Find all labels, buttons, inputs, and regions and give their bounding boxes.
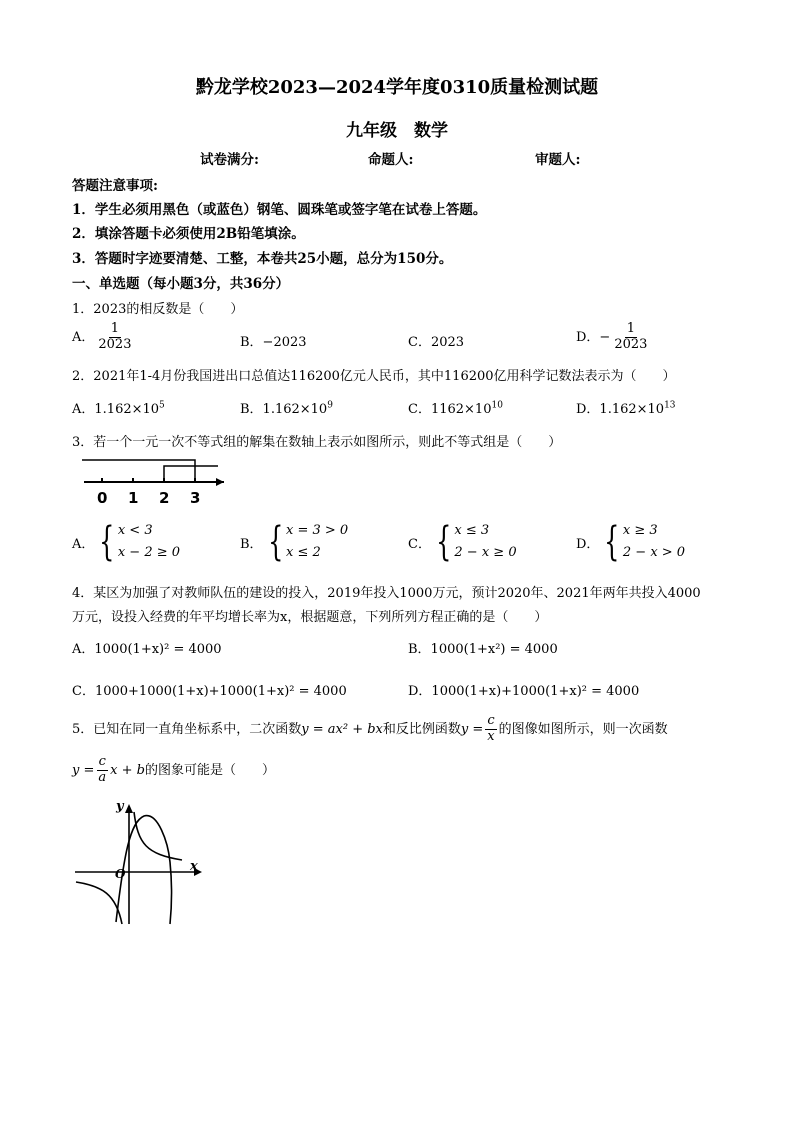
denominator: 2023 [98,336,132,352]
fraction [612,322,649,353]
formula: y = [460,721,484,737]
solution-bracket-left [102,460,195,482]
inequality-system [576,520,685,564]
hyperbola-branch-first-quadrant [134,812,182,860]
exponent: 5 [159,400,165,411]
numerator: c [487,713,495,728]
inequality: x ≤ 3 [454,523,490,538]
hyperbola-branch-third-quadrant [76,882,122,924]
question-4-stem-line-2: 万元，设投入经费的年平均增长率为x，根据题意，下列所列方程正确的是（ ） [72,610,548,625]
exam-subtitle: 九年级 数学 [346,121,448,141]
question-3-option-c [408,520,517,564]
option-text: B．1.162×10 [240,402,328,417]
author-label: 命题人: [368,152,414,168]
question-3-option-a [72,520,180,564]
question-2-option-c [408,398,503,417]
denominator: 2023 [614,336,648,352]
number-line-figure [78,456,228,508]
y-axis-label: y [116,799,124,814]
option-label: D． [576,536,600,552]
question-1-option-d [576,322,651,353]
formula: y = [72,762,95,778]
question-5-stem-line-1 [72,714,668,745]
y-axis-arrow [125,804,133,813]
question-1-option-b: B．−2023 [240,335,307,350]
tick-label-1: 1 [128,489,139,507]
brace: { [267,519,283,565]
system-lines [286,520,348,564]
question-1-option-c: C．2023 [408,335,465,350]
fraction [96,322,133,353]
inequality-system [240,520,348,564]
numerator: 1 [110,321,120,336]
option-text: C．1162×10 [408,402,492,417]
fraction [96,755,108,786]
question-4-stem-line-1: 4．某区为加强了对教师队伍的建设的投入，2019年投入1000万元，预计2020年、2021年两年共投入4000 [72,586,701,601]
notice-heading: 答题注意事项: [72,178,158,194]
exponent: 9 [327,400,333,411]
inequality-system [72,520,180,564]
inequality-system [408,520,517,564]
inequality: x = 3 > 0 [286,523,349,538]
option-text: D．1.162×10 [576,402,665,417]
question-3-option-d [576,520,685,564]
brace: { [436,519,452,565]
option-label: A． [72,329,95,345]
x-axis-label: x [190,859,198,874]
option-label: A． [72,536,95,552]
full-score-label: 试卷满分: [200,152,259,168]
option-text: A．1.162×10 [72,402,160,417]
inequality: x ≤ 2 [286,545,321,560]
exponent: 13 [664,400,676,411]
system-lines [118,520,180,564]
brace: { [604,519,620,565]
inequality: 2 − x ≥ 0 [454,545,517,560]
stem-text: 和反比例函数 [382,721,461,737]
tick-label-3: 3 [190,489,201,507]
formula: x + b [110,762,145,778]
notice-item-3: 3．答题时字迹要清楚、工整，本卷共25小题，总分为150分。 [72,251,453,267]
question-5-stem-line-2 [72,755,275,786]
inequality: x ≥ 3 [622,523,658,538]
question-4-option-b: B．1000(1+x²) = 4000 [408,642,558,657]
notice-item-2: 2．填涂答题卡必须使用2B铅笔填涂。 [72,226,305,242]
inequality: x < 3 [117,523,153,538]
question-2-stem: 2．2021年1-4月份我国进出口总值达116200亿元人民币，其中116200亿用科学记数法表示为（ ） [72,369,676,384]
axis-arrow [216,478,224,486]
section-heading: 一、单选题（每小题3分，共36分） [72,276,290,292]
question-4-option-c: C．1000+1000(1+x)+1000(1+x)² = 4000 [72,684,347,699]
solution-bracket-right [164,466,218,482]
exponent: 10 [491,400,503,411]
stem-text: 5．已知在同一直角坐标系中，二次函数 [72,721,302,737]
function-graph-figure [72,794,207,929]
fraction [485,714,496,745]
stem-text: 的图象可能是（ ） [144,762,275,778]
numerator: 1 [626,321,636,336]
inequality: x − 2 ≥ 0 [117,545,181,560]
notice-item-1: 1．学生必须用黑色（或蓝色）钢笔、圆珠笔或签字笔在试卷上答题。 [72,202,487,218]
question-3-option-b [240,520,348,564]
question-1-option-a [72,322,135,353]
question-3-stem: 3．若一个一元一次不等式组的解集在数轴上表示如图所示，则此不等式组是（ ） [72,435,562,450]
system-lines [454,520,516,564]
origin-label: O [115,867,126,881]
question-2-option-a [72,398,165,417]
question-2-option-d [576,398,676,417]
exam-title: 黔龙学校2023—2024学年度0310质量检测试题 [195,77,599,98]
question-4-option-d: D．1000(1+x)+1000(1+x)² = 4000 [408,684,640,699]
option-label: B． [240,536,263,552]
question-4-option-a: A．1000(1+x)² = 4000 [72,642,222,657]
stem-text: 的图像如图所示，则一次函数 [498,721,668,737]
option-label: C． [408,536,431,552]
option-label: D．− [576,329,611,345]
question-2-option-b [240,398,333,417]
tick-label-0: 0 [97,489,108,507]
denominator: x [487,728,495,744]
brace: { [99,519,115,565]
question-1-stem: 1．2023的相反数是（ ） [72,302,244,317]
formula: y = ax² + bx [301,721,383,737]
inequality: 2 − x > 0 [622,545,686,560]
system-lines [623,520,685,564]
reviewer-label: 审题人: [535,152,581,168]
denominator: a [98,769,107,785]
numerator: c [98,754,106,769]
tick-label-2: 2 [159,489,170,507]
